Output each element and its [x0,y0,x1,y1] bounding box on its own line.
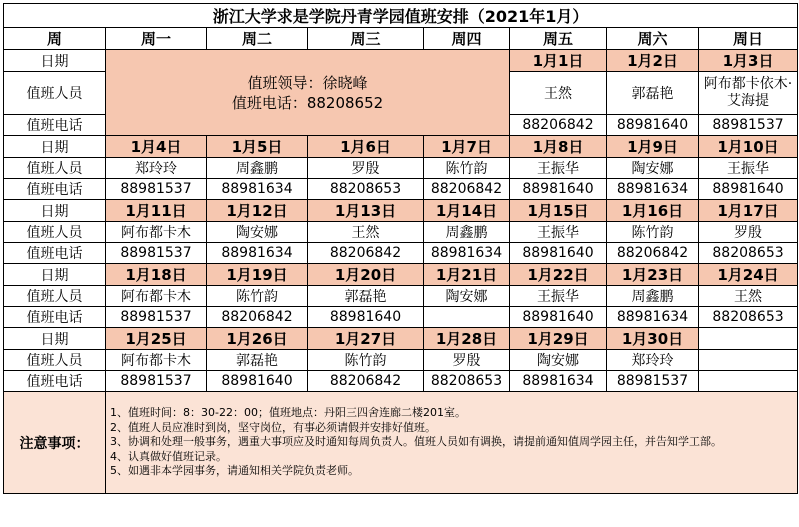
date-cell: 1月24日 [699,264,798,286]
phone-cell: 88206842 [607,243,699,264]
date-cell: 1月5日 [207,136,308,158]
page-title: 浙江大学求是学院丹青学园值班安排（2021年1月） [4,4,798,28]
person-cell: 郭磊艳 [308,286,424,307]
phone-cell: 88206842 [308,243,424,264]
person-cell-empty [699,350,798,371]
row-label-phone: 值班电话 [4,371,106,392]
person-cell: 阿布都卡依木·艾海提 [699,72,798,115]
person-cell: 王然 [699,286,798,307]
person-cell: 王振华 [510,158,607,179]
phone-cell: 88981634 [607,307,699,328]
person-cell: 陈竹韵 [607,222,699,243]
row-label-date: 日期 [4,200,106,222]
row-label-person: 值班人员 [4,222,106,243]
phone-cell: 88981537 [106,243,207,264]
phone-cell: 88981640 [207,371,308,392]
person-cell: 陈竹韵 [424,158,510,179]
date-cell: 1月30日 [607,328,699,350]
person-cell: 罗殷 [699,222,798,243]
phone-cell [424,307,510,328]
date-cell: 1月27日 [308,328,424,350]
date-cell: 1月18日 [106,264,207,286]
phone-cell: 88206842 [510,115,607,136]
leader-name: 值班领导：徐晓峰 [247,73,368,92]
date-cell: 1月23日 [607,264,699,286]
person-cell: 陈竹韵 [207,286,308,307]
phone-cell: 88981634 [510,371,607,392]
date-cell: 1月25日 [106,328,207,350]
row-label-person: 值班人员 [4,158,106,179]
phone-cell: 88981537 [106,179,207,200]
header-week: 周 [4,28,106,50]
row-label-phone: 值班电话 [4,307,106,328]
header-tue: 周二 [207,28,308,50]
date-cell: 1月8日 [510,136,607,158]
phone-cell: 88981634 [607,179,699,200]
row-label-date: 日期 [4,136,106,158]
person-cell: 郑玲玲 [106,158,207,179]
person-cell: 王振华 [510,286,607,307]
date-cell: 1月19日 [207,264,308,286]
phone-cell: 88208653 [308,179,424,200]
row-label-phone: 值班电话 [4,243,106,264]
note-item: 3、协调和处理一般事务，遇重大事项应及时通知每周负责人。值班人员如有调换，请提前通知值周学园主任，并告知学工部。 [110,435,722,449]
date-cell: 1月1日 [510,50,607,72]
leader-block [106,50,510,136]
date-cell: 1月16日 [607,200,699,222]
date-cell: 1月26日 [207,328,308,350]
phone-cell: 88208653 [699,307,798,328]
phone-cell-empty [699,371,798,392]
phone-cell: 88981640 [510,243,607,264]
person-cell: 周鑫鹏 [207,158,308,179]
header-fri: 周五 [510,28,607,50]
row-label-date: 日期 [4,328,106,350]
phone-cell: 88981537 [106,371,207,392]
phone-cell: 88981640 [510,179,607,200]
person-cell: 王振华 [699,158,798,179]
row-label-person: 值班人员 [4,286,106,307]
date-cell: 1月22日 [510,264,607,286]
row-label-person: 值班人员 [4,72,106,115]
phone-cell: 88981537 [607,371,699,392]
row-label-person: 值班人员 [4,350,106,371]
person-cell: 陶安娜 [510,350,607,371]
date-cell: 1月12日 [207,200,308,222]
date-cell: 1月17日 [699,200,798,222]
date-cell: 1月20日 [308,264,424,286]
person-cell: 罗殷 [424,350,510,371]
note-item: 4、认真做好值班记录。 [110,449,227,463]
person-cell: 郑玲玲 [607,350,699,371]
header-mon: 周一 [106,28,207,50]
row-label-phone: 值班电话 [4,115,106,136]
person-cell: 王振华 [510,222,607,243]
person-cell: 陶安娜 [607,158,699,179]
date-cell: 1月13日 [308,200,424,222]
phone-cell: 88206842 [308,371,424,392]
person-cell: 陶安娜 [424,286,510,307]
date-cell-empty [699,328,798,350]
person-cell: 郭磊艳 [607,72,699,115]
phone-cell: 88981634 [207,243,308,264]
phone-cell: 88208653 [699,243,798,264]
person-cell: 周鑫鹏 [424,222,510,243]
date-cell: 1月9日 [607,136,699,158]
date-cell: 1月2日 [607,50,699,72]
note-item: 5、如遇非本学园事务，请通知相关学院负责老师。 [110,464,359,478]
note-item: 1、值班时间：8：30-22：00；值班地点：丹阳三四舍连廊二楼201室。 [110,406,466,420]
row-label-phone: 值班电话 [4,179,106,200]
person-cell: 阿布都卡木 [106,350,207,371]
phone-cell: 88206842 [424,179,510,200]
phone-cell: 88981634 [424,243,510,264]
phone-cell: 88981537 [699,115,798,136]
date-cell: 1月14日 [424,200,510,222]
duty-schedule-table [3,3,798,494]
person-cell: 陶安娜 [207,222,308,243]
person-cell: 王然 [510,72,607,115]
header-thu: 周四 [424,28,510,50]
header-sun: 周日 [699,28,798,50]
phone-cell: 88981640 [607,115,699,136]
phone-cell: 88981640 [308,307,424,328]
header-sat: 周六 [607,28,699,50]
date-cell: 1月10日 [699,136,798,158]
date-cell: 1月3日 [699,50,798,72]
date-cell: 1月7日 [424,136,510,158]
person-cell: 罗殷 [308,158,424,179]
person-cell: 郭磊艳 [207,350,308,371]
row-label-date: 日期 [4,50,106,72]
date-cell: 1月4日 [106,136,207,158]
row-label-date: 日期 [4,264,106,286]
notes-block [106,392,798,494]
phone-cell: 88206842 [207,307,308,328]
date-cell: 1月29日 [510,328,607,350]
person-cell: 王然 [308,222,424,243]
person-cell: 阿布都卡木 [106,286,207,307]
date-cell: 1月15日 [510,200,607,222]
note-item: 2、值班人员应准时到岗，坚守岗位，有事必须请假并安排好值班。 [110,420,436,434]
phone-cell: 88981640 [699,179,798,200]
person-cell: 陈竹韵 [308,350,424,371]
header-wed: 周三 [308,28,424,50]
phone-cell: 88981640 [510,307,607,328]
person-cell: 阿布都卡木 [106,222,207,243]
notes-label: 注意事项： [4,392,106,494]
phone-cell: 88981634 [207,179,308,200]
date-cell: 1月6日 [308,136,424,158]
person-cell: 周鑫鹏 [607,286,699,307]
leader-phone: 值班电话：88208652 [231,93,384,112]
phone-cell: 88981537 [106,307,207,328]
date-cell: 1月21日 [424,264,510,286]
date-cell: 1月11日 [106,200,207,222]
date-cell: 1月28日 [424,328,510,350]
phone-cell: 88208653 [424,371,510,392]
